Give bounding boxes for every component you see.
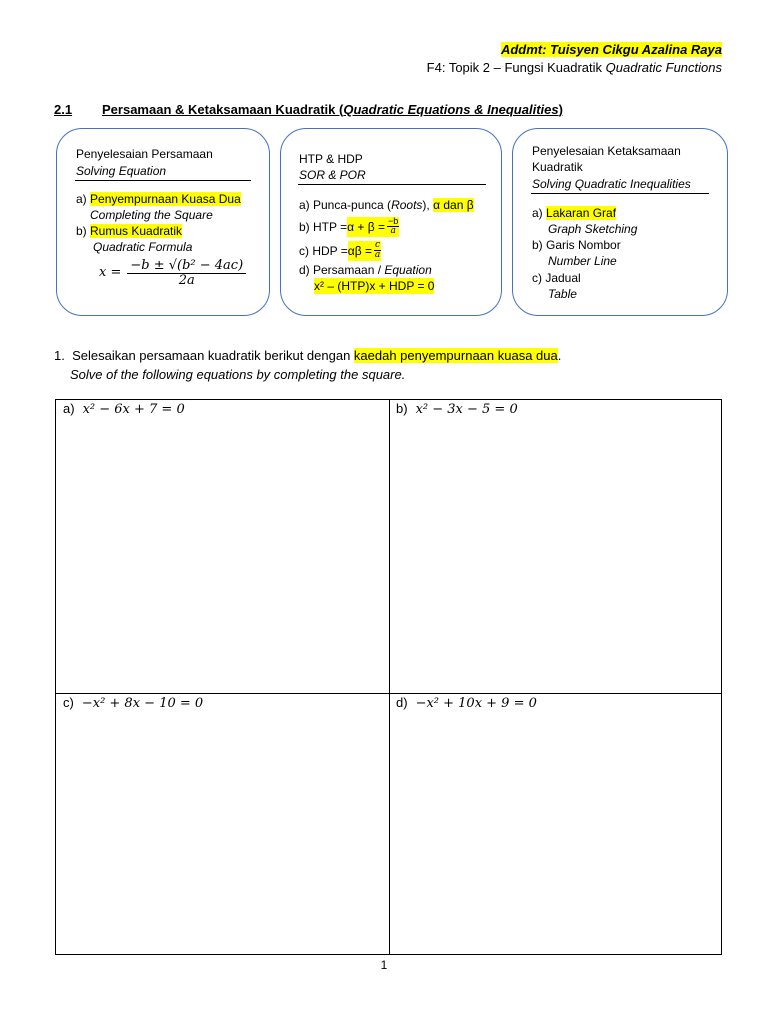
formula-lhs: x = bbox=[99, 265, 122, 281]
section-title-en: Quadratic Equations & Inequalities bbox=[343, 102, 559, 117]
box1-item-a: a) Penyempurnaan Kuasa Dua bbox=[76, 192, 241, 206]
box2-item-b: b) HTP = α + β = $\frac{-b}{a}$ bbox=[299, 216, 399, 237]
formula-numerator: −b ± √(b² − 4ac) bbox=[127, 259, 246, 274]
box3-item-b-en: Number Line bbox=[548, 254, 617, 268]
section-title bbox=[54, 102, 563, 117]
section-title-text: Persamaan & Ketaksamaan Kuadratik (Quadratic Equations & Inequalities) bbox=[102, 102, 563, 117]
box3-item-a-text: Lakaran Graf bbox=[546, 206, 617, 220]
solving-equation-box bbox=[56, 128, 270, 316]
box3-item-c-en: Table bbox=[548, 287, 577, 301]
sor-fraction: $\frac{-b}{a}$ bbox=[388, 216, 399, 237]
box1-divider bbox=[75, 180, 251, 181]
question-number: 1. bbox=[54, 348, 65, 363]
box2-title-en: SOR & POR bbox=[299, 168, 366, 182]
box2-divider bbox=[298, 184, 486, 185]
header-topic-en: Quadratic Functions bbox=[605, 60, 722, 75]
part-b-equation: x² − 3x − 5 = 0 bbox=[415, 402, 518, 417]
box2-item-a: a) Punca-punca (Roots), α dan β bbox=[299, 198, 474, 212]
sor-por-box bbox=[280, 128, 502, 316]
box3-title-en: Solving Quadratic Inequalities bbox=[532, 177, 691, 191]
header-topic-text: F4: Topik 2 – Fungsi Kuadratik bbox=[426, 60, 603, 75]
box1-title-en: Solving Equation bbox=[76, 164, 167, 178]
box2-title: HTP & HDP bbox=[299, 152, 363, 166]
grid-horizontal-divider bbox=[56, 693, 721, 694]
quadratic-formula bbox=[99, 259, 246, 287]
box1-item-a-text: Penyempurnaan Kuasa Dua bbox=[90, 192, 241, 206]
question-highlight: kaedah penyempurnaan kuasa dua bbox=[353, 348, 558, 363]
solving-inequalities-box bbox=[512, 128, 728, 316]
header-topic bbox=[427, 60, 722, 75]
grid-vertical-divider bbox=[389, 400, 390, 954]
page-number: 1 bbox=[380, 958, 388, 972]
question-1-en: Solve of the following equations by completing the square. bbox=[70, 367, 406, 382]
section-number: 2.1 bbox=[54, 102, 73, 117]
box1-item-b: b) Rumus Kuadratik bbox=[76, 224, 183, 238]
box1-item-a-en: Completing the Square bbox=[90, 208, 213, 222]
part-a-equation: x² − 6x + 7 = 0 bbox=[82, 402, 185, 417]
part-a: a) x² − 6x + 7 = 0 bbox=[63, 401, 185, 417]
part-d: d) −x² + 10x + 9 = 0 bbox=[396, 695, 537, 711]
formula-denominator: 2a bbox=[178, 272, 195, 288]
formula-fraction bbox=[127, 259, 246, 287]
part-b: b) x² − 3x − 5 = 0 bbox=[396, 401, 518, 417]
box3-item-c: c) Jadual bbox=[532, 271, 581, 285]
box2-item-d: d) Persamaan / Equation bbox=[299, 263, 432, 277]
box1-title: Penyelesaian Persamaan bbox=[76, 147, 213, 161]
quadratic-equation-formula: x² – (HTP)x + HDP = 0 bbox=[314, 279, 435, 293]
box3-title-line1: Penyelesaian Ketaksamaan bbox=[532, 144, 681, 158]
part-d-equation: −x² + 10x + 9 = 0 bbox=[415, 696, 537, 711]
header-author: Addmt: Tuisyen Cikgu Azalina Raya bbox=[500, 42, 722, 57]
box3-title-line2: Kuadratik bbox=[532, 160, 583, 174]
alpha-beta-highlight: α dan β bbox=[433, 198, 474, 212]
box3-divider bbox=[531, 193, 709, 194]
question-1: 1. Selesaikan persamaan kuadratik berikut dengan kaedah penyempurnaan kuasa dua. bbox=[54, 348, 562, 363]
box1-item-b-text: Rumus Kuadratik bbox=[90, 224, 183, 238]
por-fraction: $\frac{c}{a}$ bbox=[374, 240, 381, 261]
answer-grid bbox=[55, 399, 722, 955]
box3-item-b: b) Garis Nombor bbox=[532, 238, 621, 252]
box2-item-c: c) HDP = αβ = $\frac{c}{a}$ bbox=[299, 240, 381, 261]
box3-item-a: a) Lakaran Graf bbox=[532, 206, 617, 220]
part-c-equation: −x² + 8x − 10 = 0 bbox=[81, 696, 204, 711]
box3-item-a-en: Graph Sketching bbox=[548, 222, 638, 236]
part-c: c) −x² + 8x − 10 = 0 bbox=[63, 695, 204, 711]
box1-item-b-en: Quadratic Formula bbox=[93, 240, 193, 254]
